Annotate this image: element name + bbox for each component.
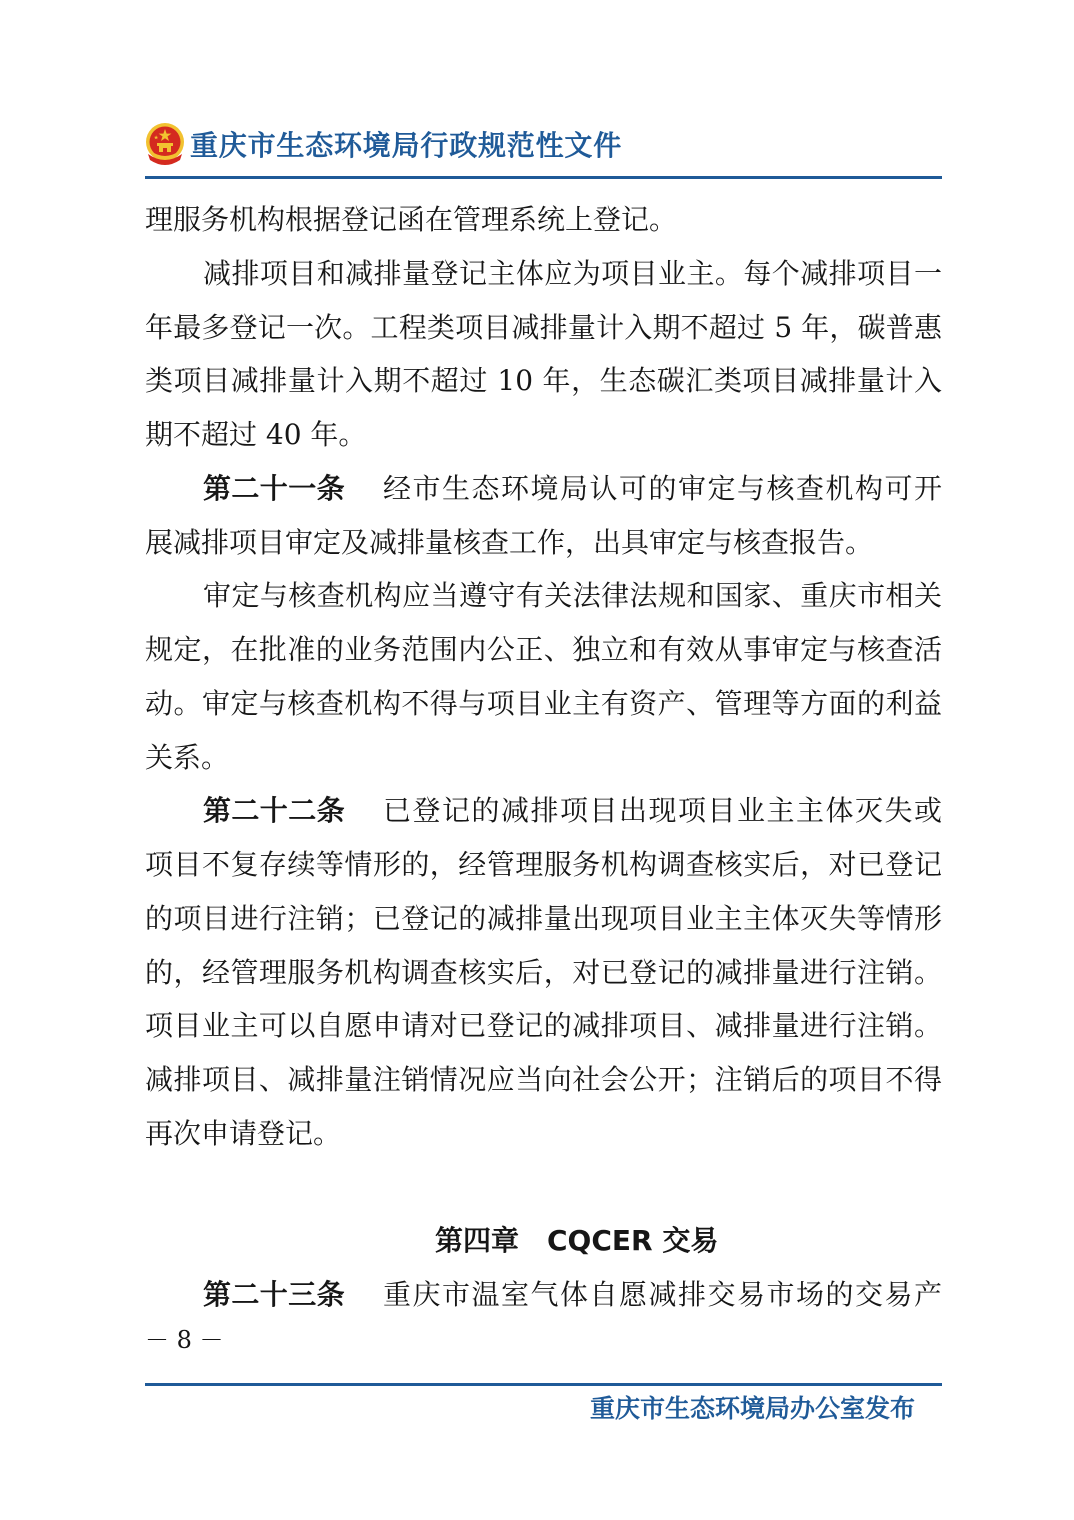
body-line: 规定，在批准的业务范围内公正、独立和有效从事审定与核查活 (145, 633, 942, 666)
body-line: 减排项目、减排量注销情况应当向社会公开；注销后的项目不得 (145, 1063, 942, 1096)
body-line: 期不超过 40 年。 (145, 418, 367, 451)
header-title: 重庆市生态环境局行政规范性文件 (190, 129, 623, 162)
body-line: 的，经管理服务机构调查核实后，对已登记的减排量进行注销。 (145, 955, 942, 989)
body-line: 的项目进行注销；已登记的减排量出现项目业主主体灭失等情形 (145, 901, 942, 935)
article-line (145, 462, 942, 516)
body-line: 已登记的减排项目出现项目业主主体灭失或 (383, 794, 942, 828)
article-number: 第二十三条 (203, 1278, 346, 1311)
body-line: 项目不复存续等情形的，经管理服务机构调查核实后，对已登记 (145, 848, 942, 881)
body-line: 再次申请登记。 (145, 1116, 342, 1150)
national-emblem-icon (144, 122, 186, 168)
article-line (145, 784, 942, 838)
body-line: 重庆市温室气体自愿减排交易市场的交易产 (383, 1278, 942, 1311)
body-line: 审定与核查机构应当遵守有关法律法规和国家、重庆市相关 (203, 579, 942, 613)
header-divider (145, 176, 942, 179)
body-line: 展减排项目审定及减排量核查工作，出具审定与核查报告。 (145, 525, 874, 559)
blank-line (145, 1161, 942, 1215)
body-line: 项目业主可以自愿申请对已登记的减排项目、减排量进行注销。 (145, 1009, 942, 1043)
footer-publisher: 重庆市生态环境局办公室发布 (589, 1394, 915, 1423)
document-body (145, 193, 942, 1322)
footer-divider (145, 1383, 942, 1386)
body-line: 动。审定与核查机构不得与项目业主有资产、管理等方面的利益 (145, 686, 942, 720)
body-line: 经市生态环境局认可的审定与核查机构可开 (383, 471, 942, 505)
article-number: 第二十二条 (203, 794, 346, 828)
body-line: 类项目减排量计入期不超过 10 年，生态碳汇类项目减排量计入 (145, 364, 942, 398)
page-number: － 8 － (145, 1326, 224, 1354)
article-line (145, 1268, 942, 1322)
article-number: 第二十一条 (203, 471, 346, 505)
body-line: 减排项目和减排量登记主体应为项目业主。每个减排项目一 (203, 256, 942, 290)
body-line: 关系。 (145, 740, 230, 774)
body-line: 年最多登记一次。工程类项目减排量计入期不超过 5 年，碳普惠 (145, 310, 942, 344)
body-line: 理服务机构根据登记函在管理系统上登记。 (145, 203, 678, 236)
chapter-heading: 第四章 CQCER 交易 (435, 1224, 719, 1258)
